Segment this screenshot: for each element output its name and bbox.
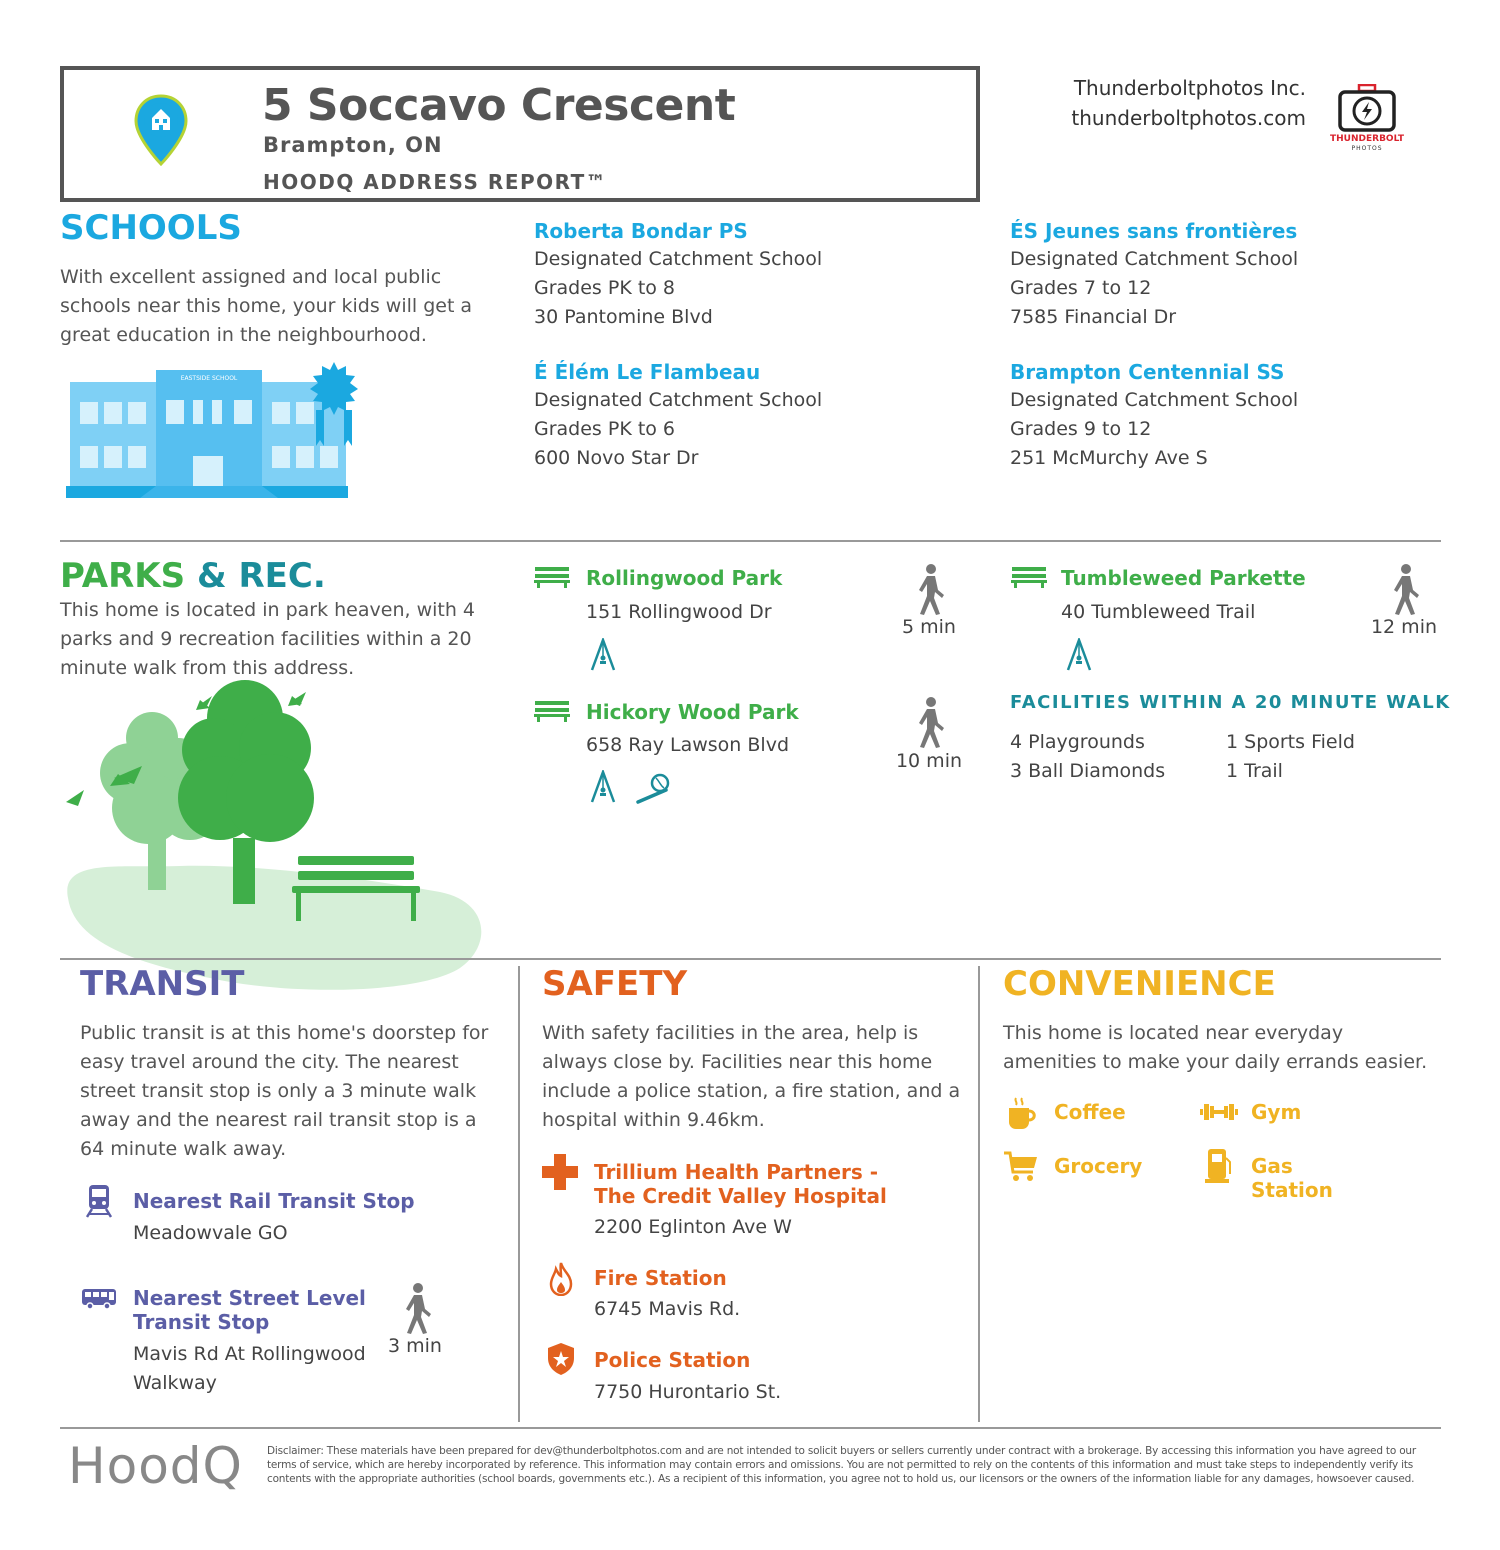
gas-station-label[interactable]: Gas Station	[1251, 1154, 1333, 1202]
address-title: 5 Soccavo Crescent	[262, 80, 736, 131]
school-card	[534, 219, 822, 332]
hospital-cross-icon	[542, 1154, 578, 1190]
column-divider	[978, 966, 980, 1422]
school-grades: Grades 7 to 12	[1010, 277, 1152, 299]
police-shield-icon	[546, 1342, 576, 1376]
school-grades: Grades 9 to 12	[1010, 418, 1152, 440]
fire-station-address: 6745 Mavis Rd.	[594, 1298, 741, 1320]
transit-description: Public transit is at this home's doorstep for easy travel around the city. The nearest street transit stop is only a 3 minute walk away and the nearest rail transit stop is a 64 minute walk away.	[80, 1022, 489, 1160]
park-address: 40 Tumbleweed Trail	[1061, 601, 1256, 623]
school-address: 30 Pantomine Blvd	[534, 306, 713, 328]
parks-title	[60, 556, 326, 596]
school-name[interactable]: Brampton Centennial SS	[1010, 360, 1285, 384]
gym-label[interactable]: Gym	[1251, 1100, 1302, 1124]
police-station-address: 7750 Hurontario St.	[594, 1381, 782, 1403]
bench-icon	[1011, 566, 1047, 588]
facility-item: 3 Ball Diamonds	[1010, 760, 1166, 782]
walk-time: 5 min	[902, 616, 956, 638]
playground-icon	[588, 638, 618, 672]
walking-person-icon	[913, 564, 947, 616]
train-icon	[86, 1184, 112, 1218]
street-stop-name[interactable]: Mavis Rd At Rollingwood Walkway	[133, 1343, 366, 1394]
logo-text: THUNDERBOLT	[1330, 134, 1404, 144]
gas-pump-icon	[1205, 1148, 1231, 1184]
hospital-name[interactable]: Trillium Health Partners - The Credit Valley Hospital	[594, 1160, 887, 1208]
grocery-cart-icon	[1003, 1150, 1039, 1182]
school-type: Designated Catchment School	[534, 389, 823, 411]
school-type: Designated Catchment School	[1010, 248, 1299, 270]
report-label: HOODQ ADDRESS REPORT™	[263, 170, 608, 194]
grocery-label[interactable]: Grocery	[1054, 1154, 1143, 1178]
fire-icon	[549, 1262, 573, 1296]
walk-time: 12 min	[1370, 616, 1438, 638]
facility-item: 1 Sports Field	[1226, 731, 1355, 753]
camera-logo-icon	[1337, 84, 1397, 134]
school-name[interactable]: ÉS Jeunes sans frontières	[1010, 219, 1298, 243]
walk-time: 3 min	[388, 1335, 442, 1357]
hospital-address: 2200 Eglinton Ave W	[594, 1216, 792, 1238]
school-address: 7585 Financial Dr	[1010, 306, 1177, 328]
schools-description: With excellent assigned and local public schools near this home, your kids will get a great education in the neighbourhood.	[60, 266, 473, 346]
schools-title: SCHOOLS	[60, 208, 242, 248]
facility-item: 4 Playgrounds	[1010, 731, 1145, 753]
parks-title-a: PARKS	[60, 556, 186, 596]
park-name[interactable]: Rollingwood Park	[586, 566, 783, 590]
police-station-name[interactable]: Police Station	[594, 1348, 751, 1372]
home-pin-icon	[134, 94, 188, 166]
school-grades: Grades PK to 6	[534, 418, 676, 440]
park-name[interactable]: Hickory Wood Park	[586, 700, 799, 724]
school-grades: Grades PK to 8	[534, 277, 676, 299]
street-stop-label: Nearest Street Level Transit Stop	[133, 1286, 366, 1334]
park-address: 151 Rollingwood Dr	[586, 601, 772, 623]
park-scene-icon	[60, 678, 490, 994]
walking-person-icon	[400, 1283, 434, 1335]
walking-person-icon	[1388, 564, 1422, 616]
bus-icon	[81, 1288, 117, 1310]
playground-icon	[588, 770, 618, 804]
school-address: 251 McMurchy Ave S	[1010, 447, 1208, 469]
school-name[interactable]: É Élém Le Flambeau	[534, 360, 761, 384]
school-type: Designated Catchment School	[1010, 389, 1299, 411]
school-sign-text: EASTSIDE SCHOOL	[180, 375, 238, 382]
parks-title-b: & REC.	[196, 556, 326, 596]
divider	[60, 958, 1441, 960]
rail-stop-name[interactable]: Meadowvale GO	[133, 1222, 288, 1244]
transit-title: TRANSIT	[80, 964, 245, 1004]
school-card	[1010, 219, 1298, 332]
baseball-icon	[636, 772, 674, 804]
playground-icon	[1064, 638, 1094, 672]
disclaimer-text: Disclaimer: These materials have been prepared for dev@thunderboltphotos.com and are not intended to solicit buyers or sellers currently under contract with a brokerage. By accessing this information you have agreed to our terms of service, which are hereby incorporated by reference. This information may contain errors and omissions. You are not permitted to rely on the contents of this information and must take steps to independently verify its contents with the appropriate authorities (school boards, governments etc.). As a recipient of this information, you agree not to hold us, our licensors or the owners of the information liable for any damages, howsoever caused.	[267, 1445, 1416, 1485]
school-card	[1010, 360, 1298, 473]
convenience-description: This home is located near everyday amenities to make your daily errands easier.	[1003, 1022, 1428, 1073]
logo-subtext: PHOTOS	[1351, 145, 1383, 152]
coffee-icon	[1006, 1096, 1038, 1130]
convenience-title: CONVENIENCE	[1003, 964, 1276, 1004]
park-name[interactable]: Tumbleweed Parkette	[1061, 566, 1306, 590]
divider	[60, 540, 1441, 542]
column-divider	[518, 966, 520, 1422]
safety-description: With safety facilities in the area, help is always close by. Facilities near this home include a police station, a fire station, and a hospital within 9.46km.	[542, 1022, 961, 1131]
school-name[interactable]: Roberta Bondar PS	[534, 219, 748, 243]
school-address: 600 Novo Star Dr	[534, 447, 699, 469]
bench-icon	[534, 700, 570, 722]
parks-description: This home is located in park heaven, with 4 parks and 9 recreation facilities within a 20 minute walk from this address.	[60, 599, 476, 679]
school-card	[534, 360, 822, 473]
school-type: Designated Catchment School	[534, 248, 823, 270]
walk-time: 10 min	[895, 750, 963, 772]
bench-icon	[534, 566, 570, 588]
rail-stop-label: Nearest Rail Transit Stop	[133, 1189, 415, 1213]
brand-url[interactable]: thunderboltphotos.com	[1071, 106, 1306, 130]
walking-person-icon	[913, 697, 947, 749]
facility-item: 1 Trail	[1226, 760, 1283, 782]
coffee-label[interactable]: Coffee	[1054, 1100, 1126, 1124]
brand-name: Thunderboltphotos Inc.	[1073, 76, 1306, 100]
park-address: 658 Ray Lawson Blvd	[586, 734, 790, 756]
fire-station-name[interactable]: Fire Station	[594, 1266, 727, 1290]
school-building-icon	[66, 360, 368, 502]
hoodq-logo[interactable]: HoodQ	[68, 1437, 243, 1495]
safety-title: SAFETY	[542, 964, 688, 1004]
facilities-title: FACILITIES WITHIN A 20 MINUTE WALK	[1010, 692, 1451, 713]
gym-dumbbell-icon	[1200, 1102, 1238, 1122]
address-city: Brampton, ON	[263, 133, 443, 157]
divider	[60, 1427, 1441, 1429]
